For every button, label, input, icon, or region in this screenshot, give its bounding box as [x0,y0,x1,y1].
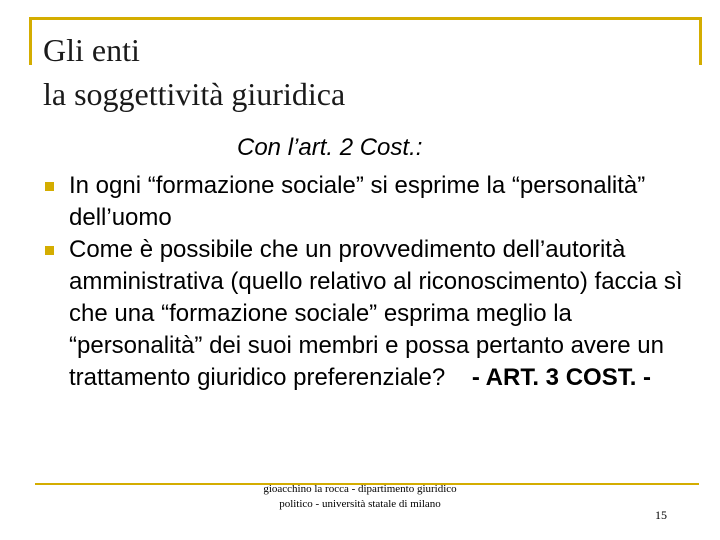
square-bullet-icon [45,182,54,191]
title-line-1: Gli enti [43,32,140,68]
bullet-emphasis-art3: - ART. 3 COST. - [471,364,652,391]
square-bullet-icon [45,246,54,255]
bullet-text-2: Come è possibile che un provvedimento dell’autorità amministrativa (quello relativo al riconoscimento) faccia sì che una “formazione sociale” esprima meglio la “personalità” dei suoi membri e possa pertanto avere un trattamento giuridico preferenziale? [69,236,683,391]
slide-subheading: Con l’art. 2 Cost.: [237,134,423,161]
bullet-text-1: In ogni “formazione sociale” si esprime la “personalità” dell’uomo [69,172,646,231]
title-frame-left [29,17,32,65]
title-line-2: la soggettività giuridica [43,76,346,112]
slide-title [43,28,345,116]
title-frame-right [699,17,702,65]
page-number: 15 [655,508,667,522]
bullet-item-2 [45,234,695,394]
footer-credit: gioacchino la rocca - dipartimento giuridico politico - università statale di milano [263,483,457,510]
title-frame-top [29,17,702,20]
bullet-list [45,170,695,394]
bullet-item-1 [45,170,695,234]
